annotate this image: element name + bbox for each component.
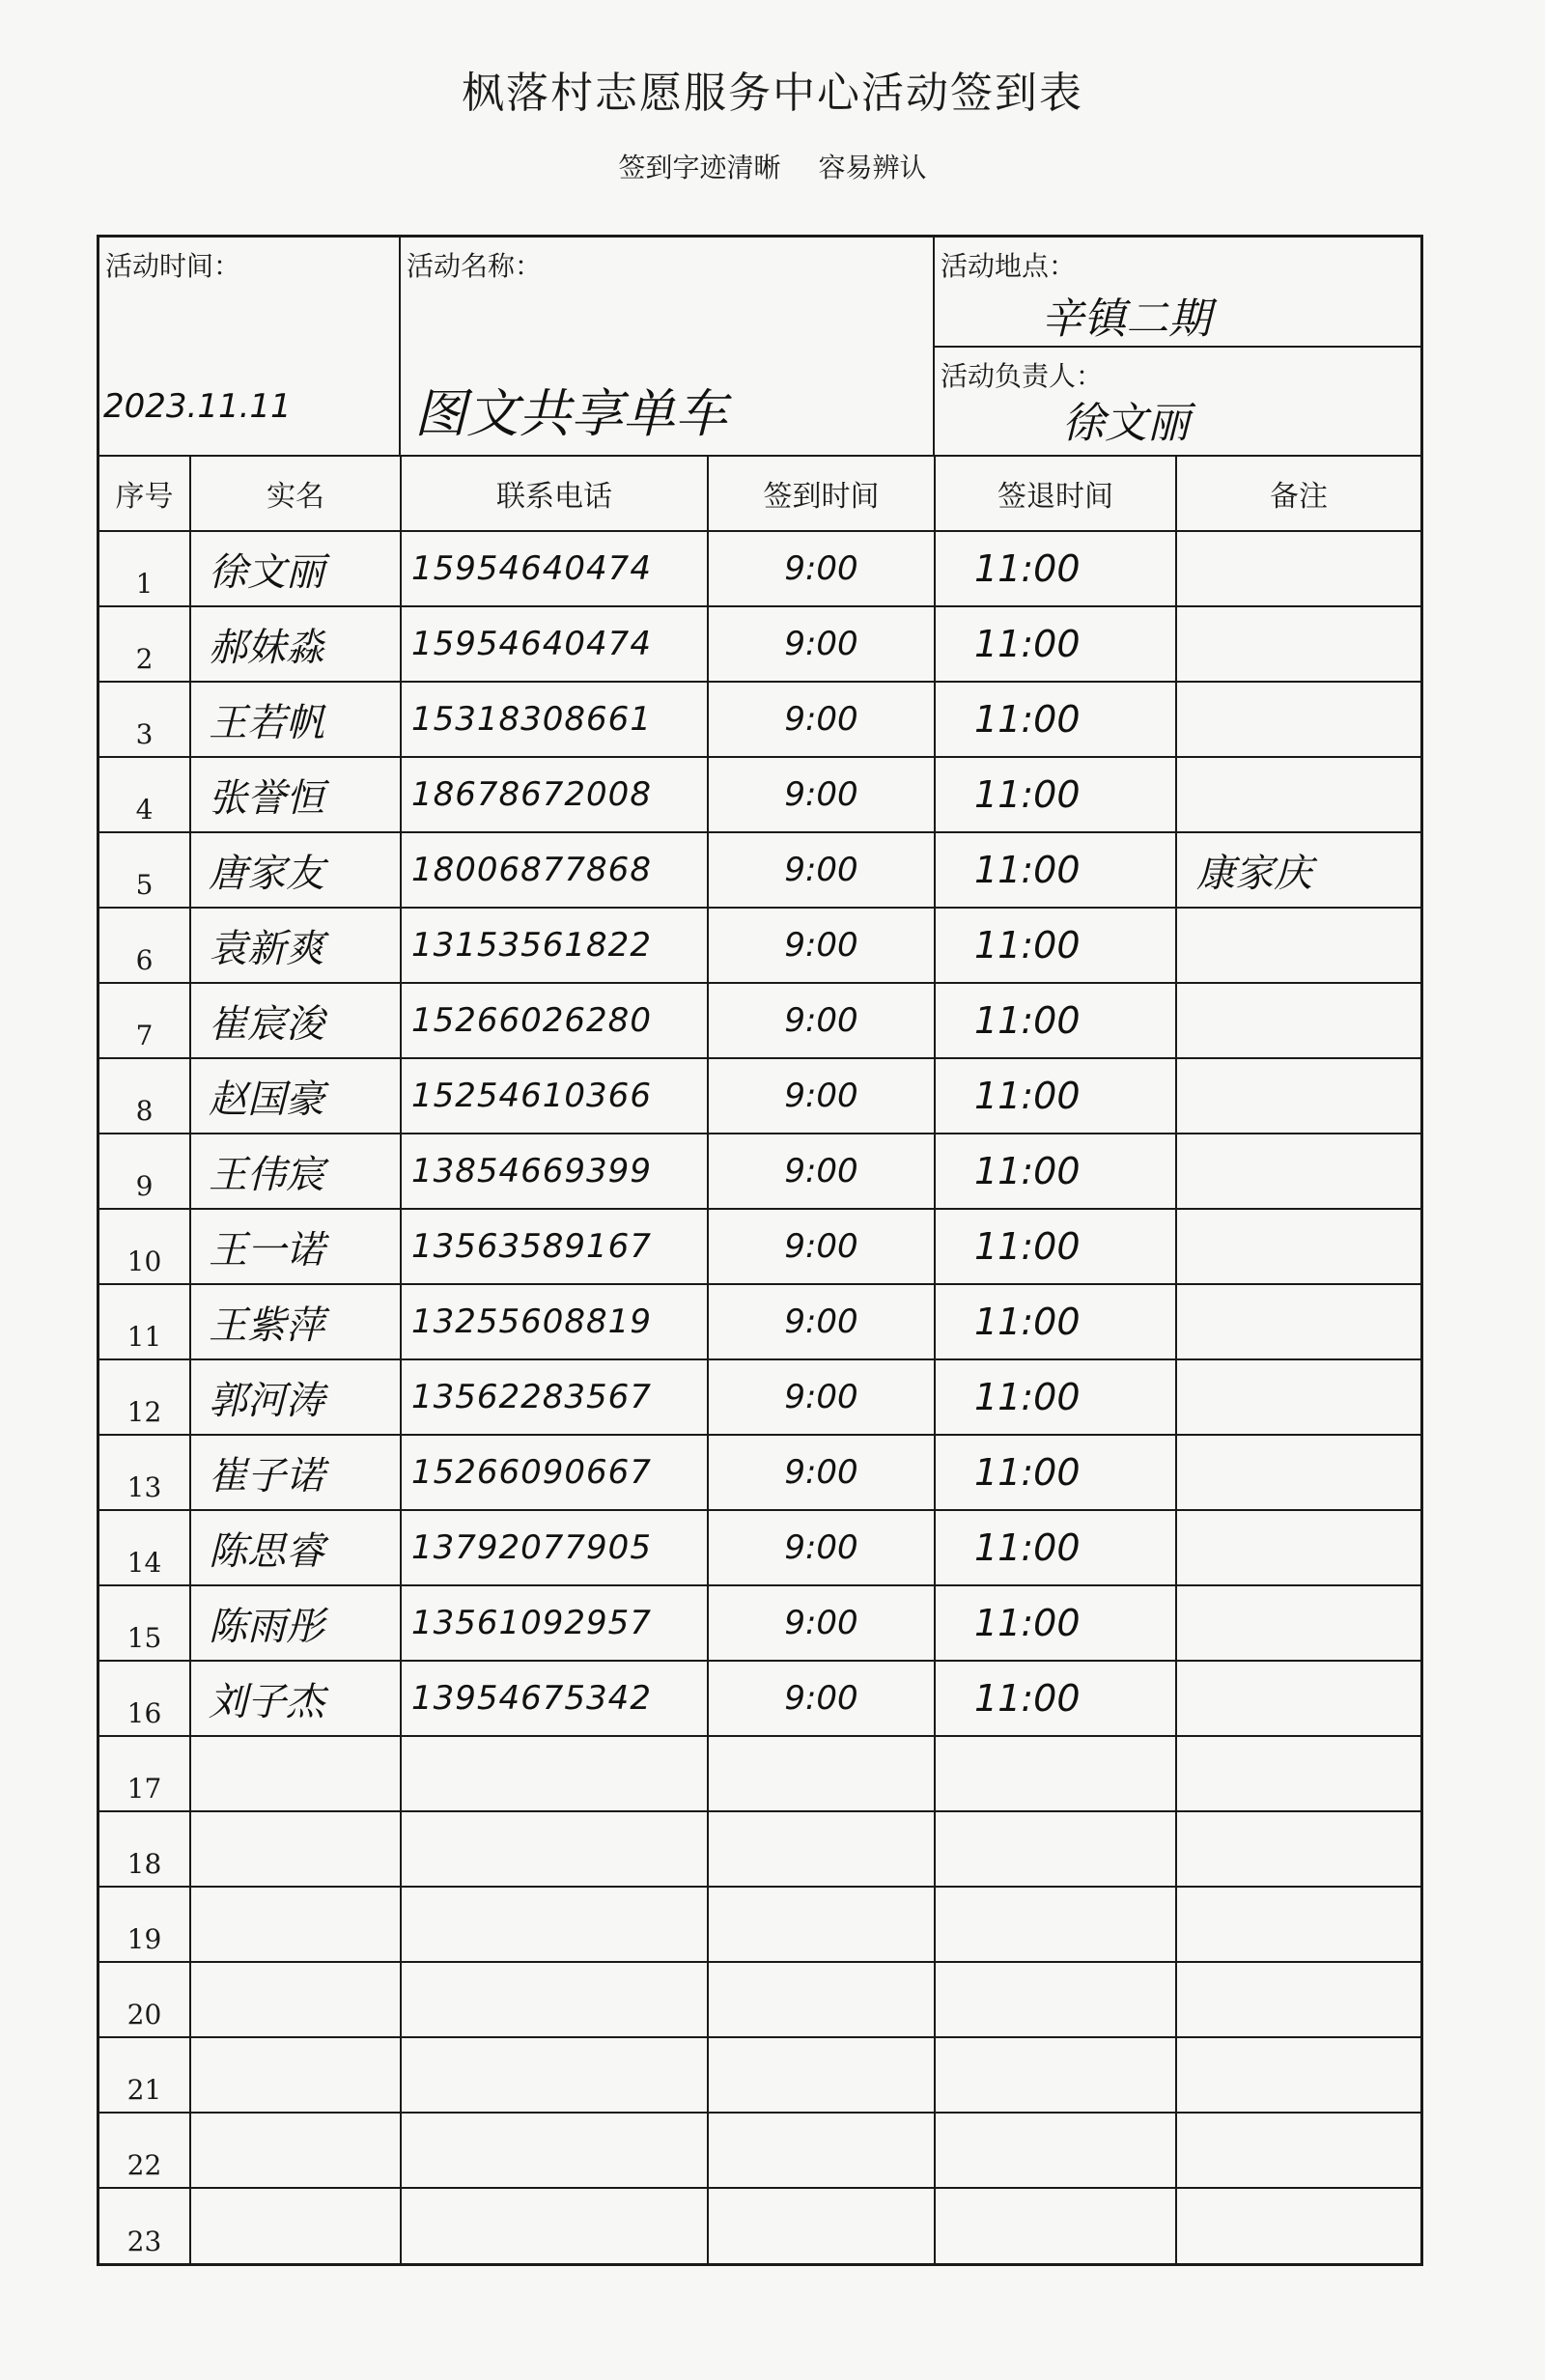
- signer-phone: 13255608819: [411, 1302, 652, 1341]
- signer-name-cell: [190, 1134, 401, 1209]
- row-note-cell: [1176, 1736, 1420, 1811]
- row-index: 19: [126, 1923, 162, 1955]
- row-note: 康家庆: [1196, 851, 1312, 896]
- table-row: [99, 2113, 1420, 2188]
- sign-in-time: 9:00: [784, 1528, 858, 1567]
- signer-phone: 13561092957: [411, 1604, 652, 1642]
- signer-name-cell: [190, 1736, 401, 1811]
- sign-out-time: 11:00: [974, 623, 1081, 665]
- sign-out-time: 11:00: [974, 773, 1081, 816]
- signer-name: 唐家友: [209, 851, 324, 896]
- activity-leader-cell: [935, 348, 1420, 456]
- sign-out-time-cell: [935, 1887, 1176, 1962]
- sign-in-time: 9:00: [784, 1453, 858, 1492]
- sign-in-time-cell: [708, 606, 935, 682]
- sign-out-time-cell: [935, 606, 1176, 682]
- table-row: [99, 682, 1420, 757]
- row-index: 5: [135, 869, 154, 901]
- sign-in-time-cell: [708, 983, 935, 1058]
- sign-in-time: 9:00: [784, 1679, 858, 1718]
- row-index-cell: [99, 1209, 190, 1284]
- sign-in-time-cell: [708, 1887, 935, 1962]
- sign-in-time-cell: [708, 531, 935, 606]
- sign-out-time-cell: [935, 1359, 1176, 1435]
- signer-phone: 18678672008: [411, 775, 652, 814]
- sign-in-time-cell: [708, 1962, 935, 2037]
- signer-name-cell: [190, 832, 401, 908]
- sign-in-time-cell: [708, 757, 935, 832]
- row-note-cell: [1176, 531, 1420, 606]
- signer-name-cell: [190, 1359, 401, 1435]
- row-index-cell: [99, 2188, 190, 2263]
- sign-in-time-cell: [708, 832, 935, 908]
- sign-in-time: 9:00: [784, 1302, 858, 1341]
- row-index-cell: [99, 682, 190, 757]
- row-index-cell: [99, 2037, 190, 2113]
- table-row: [99, 531, 1420, 606]
- sign-in-time: 9:00: [784, 926, 858, 965]
- signer-name: 郝妹淼: [209, 625, 324, 670]
- sign-out-time: 11:00: [974, 1602, 1081, 1644]
- row-index-cell: [99, 1736, 190, 1811]
- signer-name-cell: [190, 757, 401, 832]
- signer-name-cell: [190, 531, 401, 606]
- signer-phone: 15254610366: [411, 1077, 652, 1115]
- sign-out-time-cell: [935, 908, 1176, 983]
- sign-out-time: 11:00: [974, 1301, 1081, 1343]
- row-note-cell: [1176, 1661, 1420, 1736]
- signer-name-cell: [190, 606, 401, 682]
- row-note-cell: [1176, 1887, 1420, 1962]
- table-row: [99, 2037, 1420, 2113]
- sign-out-time-cell: [935, 1134, 1176, 1209]
- signer-phone: 13792077905: [411, 1528, 652, 1567]
- signer-name-cell: [190, 2113, 401, 2188]
- sign-out-time: 11:00: [974, 1526, 1081, 1569]
- signer-name: 袁新爽: [209, 926, 324, 971]
- signer-name-cell: [190, 1811, 401, 1887]
- sign-out-time-cell: [935, 1209, 1176, 1284]
- signer-phone-cell: [401, 1058, 708, 1134]
- sign-in-time: 9:00: [784, 1604, 858, 1642]
- sign-in-time: 9:00: [784, 1378, 858, 1416]
- table-row: [99, 1887, 1420, 1962]
- row-note-cell: [1176, 682, 1420, 757]
- sign-out-time: 11:00: [974, 924, 1081, 966]
- signer-name: 崔宸浚: [209, 1001, 324, 1047]
- sign-in-time-cell: [708, 908, 935, 983]
- signer-phone: 18006877868: [411, 851, 652, 889]
- table-row: [99, 1058, 1420, 1134]
- row-index: 2: [135, 643, 154, 675]
- sign-out-time-cell: [935, 1811, 1176, 1887]
- sign-in-time: 9:00: [784, 1152, 858, 1190]
- activity-place-cell: [935, 238, 1420, 348]
- table-row: [99, 1736, 1420, 1811]
- signer-phone-cell: [401, 1585, 708, 1661]
- sign-out-time-cell: [935, 1435, 1176, 1510]
- signer-phone: 15266090667: [411, 1453, 652, 1492]
- attendance-table: [99, 457, 1420, 2263]
- sign-in-time-cell: [708, 1435, 935, 1510]
- row-index-cell: [99, 1058, 190, 1134]
- sign-in-time-cell: [708, 1134, 935, 1209]
- sign-out-time-cell: [935, 832, 1176, 908]
- row-index-cell: [99, 1811, 190, 1887]
- row-note-cell: [1176, 1962, 1420, 2037]
- row-index-cell: [99, 2113, 190, 2188]
- row-index: 11: [126, 1321, 162, 1353]
- signer-phone-cell: [401, 1134, 708, 1209]
- row-index-cell: [99, 1661, 190, 1736]
- row-index: 8: [135, 1095, 154, 1127]
- table-row: [99, 1510, 1420, 1585]
- row-note-cell: [1176, 2113, 1420, 2188]
- sign-in-time-cell: [708, 1811, 935, 1887]
- header-note: 备注: [1176, 457, 1420, 531]
- sign-out-time-cell: [935, 983, 1176, 1058]
- sign-in-sheet: [97, 235, 1423, 2266]
- table-row: [99, 1359, 1420, 1435]
- sign-out-time: 11:00: [974, 1376, 1081, 1418]
- row-index-cell: [99, 983, 190, 1058]
- table-row: [99, 1435, 1420, 1510]
- signer-name: 刘子杰: [209, 1679, 324, 1724]
- row-note-cell: [1176, 1284, 1420, 1359]
- row-note-cell: [1176, 757, 1420, 832]
- activity-leader-label: 活动负责人：: [941, 359, 1104, 392]
- sign-in-time: 9:00: [784, 700, 858, 739]
- signer-phone-cell: [401, 1811, 708, 1887]
- signer-name: 崔子诺: [209, 1453, 324, 1498]
- row-index: 22: [126, 2149, 162, 2181]
- table-row: [99, 1661, 1420, 1736]
- signer-name-cell: [190, 1058, 401, 1134]
- table-row: [99, 908, 1420, 983]
- row-index-cell: [99, 1435, 190, 1510]
- sign-in-time-cell: [708, 1510, 935, 1585]
- signer-name: 王一诺: [209, 1227, 324, 1273]
- signer-phone-cell: [401, 983, 708, 1058]
- activity-time-value: 2023.11.11: [103, 387, 292, 426]
- sign-out-time-cell: [935, 1058, 1176, 1134]
- sign-in-time: 9:00: [784, 775, 858, 814]
- sign-out-time-cell: [935, 2188, 1176, 2263]
- sign-out-time: 11:00: [974, 698, 1081, 741]
- signer-phone-cell: [401, 1887, 708, 1962]
- sign-out-time: 11:00: [974, 999, 1081, 1042]
- signer-name-cell: [190, 1284, 401, 1359]
- activity-time-label: 活动时间：: [105, 250, 241, 282]
- activity-name-cell: [401, 238, 935, 455]
- row-index-cell: [99, 1962, 190, 2037]
- sign-in-time: 9:00: [784, 1077, 858, 1115]
- row-index: 21: [126, 2074, 162, 2106]
- row-index: 10: [126, 1246, 162, 1277]
- row-index: 16: [126, 1697, 162, 1729]
- sign-out-time-cell: [935, 1284, 1176, 1359]
- signer-phone-cell: [401, 1962, 708, 2037]
- row-index: 18: [126, 1848, 162, 1880]
- signer-phone: 13954675342: [411, 1679, 652, 1718]
- sign-out-time-cell: [935, 757, 1176, 832]
- signer-phone-cell: [401, 2188, 708, 2263]
- sign-in-time: 9:00: [784, 1001, 858, 1040]
- row-index-cell: [99, 531, 190, 606]
- row-index: 20: [126, 1999, 162, 2030]
- row-note-cell: [1176, 1359, 1420, 1435]
- signer-name: 赵国豪: [209, 1077, 324, 1122]
- sign-out-time: 11:00: [974, 547, 1081, 590]
- row-index: 14: [126, 1547, 162, 1579]
- table-row: [99, 1962, 1420, 2037]
- signer-phone: 15266026280: [411, 1001, 652, 1040]
- signer-phone: 13563589167: [411, 1227, 652, 1266]
- row-index-cell: [99, 606, 190, 682]
- sign-in-time: 9:00: [784, 851, 858, 889]
- sign-in-time-cell: [708, 1058, 935, 1134]
- signer-name-cell: [190, 1887, 401, 1962]
- sign-out-time-cell: [935, 1585, 1176, 1661]
- sign-in-time-cell: [708, 2188, 935, 2263]
- sign-in-time-cell: [708, 1585, 935, 1661]
- table-row: [99, 832, 1420, 908]
- row-index: 17: [126, 1773, 162, 1805]
- sign-out-time: 11:00: [974, 1225, 1081, 1268]
- sign-out-time: 11:00: [974, 1150, 1081, 1192]
- row-index-cell: [99, 757, 190, 832]
- signer-name-cell: [190, 983, 401, 1058]
- signer-name-cell: [190, 1661, 401, 1736]
- signer-name: 王伟宸: [209, 1152, 324, 1197]
- row-note-cell: [1176, 1811, 1420, 1887]
- row-index: 13: [126, 1471, 162, 1503]
- sign-in-time-cell: [708, 2113, 935, 2188]
- row-index: 4: [135, 794, 154, 826]
- sign-in-time: 9:00: [784, 625, 858, 663]
- activity-info: [99, 238, 1420, 457]
- row-note-cell: [1176, 908, 1420, 983]
- activity-place-value: 辛镇二期: [1041, 294, 1211, 344]
- sign-out-time-cell: [935, 1510, 1176, 1585]
- signer-name-cell: [190, 1962, 401, 2037]
- sign-out-time-cell: [935, 682, 1176, 757]
- table-row: [99, 983, 1420, 1058]
- signer-name-cell: [190, 1209, 401, 1284]
- signer-phone-cell: [401, 1359, 708, 1435]
- table-row: [99, 1134, 1420, 1209]
- signer-name-cell: [190, 682, 401, 757]
- header-sign-in: 签到时间: [708, 457, 935, 531]
- table-row: [99, 1585, 1420, 1661]
- sign-in-time: 9:00: [784, 549, 858, 588]
- signer-phone-cell: [401, 908, 708, 983]
- sign-in-time-cell: [708, 1209, 935, 1284]
- row-index-cell: [99, 1585, 190, 1661]
- sign-out-time-cell: [935, 1962, 1176, 2037]
- row-index: 3: [135, 718, 154, 750]
- sign-in-time: 9:00: [784, 1227, 858, 1266]
- row-index-cell: [99, 1284, 190, 1359]
- signer-phone: 15318308661: [411, 700, 652, 739]
- sign-in-time-cell: [708, 1736, 935, 1811]
- row-note-cell: [1176, 606, 1420, 682]
- table-row: [99, 1209, 1420, 1284]
- activity-leader-value: 徐文丽: [1062, 398, 1190, 448]
- sign-out-time-cell: [935, 2037, 1176, 2113]
- table-row: [99, 1811, 1420, 1887]
- signer-phone-cell: [401, 1284, 708, 1359]
- row-index-cell: [99, 1359, 190, 1435]
- signer-name: 王紫萍: [209, 1302, 324, 1348]
- row-note-cell: [1176, 1585, 1420, 1661]
- sign-in-time-cell: [708, 1661, 935, 1736]
- signer-phone-cell: [401, 757, 708, 832]
- sign-out-time-cell: [935, 531, 1176, 606]
- row-index-cell: [99, 1887, 190, 1962]
- signer-phone: 13153561822: [411, 926, 652, 965]
- signer-name: 陈雨彤: [209, 1604, 324, 1649]
- signer-name-cell: [190, 1510, 401, 1585]
- row-note-cell: [1176, 1435, 1420, 1510]
- signer-name-cell: [190, 908, 401, 983]
- row-index-cell: [99, 1134, 190, 1209]
- signer-phone-cell: [401, 832, 708, 908]
- row-note-cell: [1176, 1134, 1420, 1209]
- header-name: 实名: [190, 457, 401, 531]
- sign-in-time-cell: [708, 682, 935, 757]
- table-header-row: [99, 457, 1420, 531]
- row-note-cell: [1176, 2037, 1420, 2113]
- signer-phone: 15954640474: [411, 549, 652, 588]
- row-note-cell: [1176, 1209, 1420, 1284]
- sheet-title: 枫落村志愿服务中心活动签到表: [462, 69, 1083, 118]
- signer-name: 徐文丽: [209, 549, 324, 595]
- header-index: 序号: [99, 457, 190, 531]
- activity-right-cell: [935, 238, 1420, 455]
- sign-out-time-cell: [935, 2113, 1176, 2188]
- table-row: [99, 2188, 1420, 2263]
- signer-phone-cell: [401, 682, 708, 757]
- sign-out-time-cell: [935, 1736, 1176, 1811]
- signer-phone-cell: [401, 606, 708, 682]
- signer-phone: 13562283567: [411, 1378, 652, 1416]
- signer-phone-cell: [401, 1435, 708, 1510]
- row-index-cell: [99, 1510, 190, 1585]
- activity-time-cell: [99, 238, 401, 455]
- signer-name: 陈思睿: [209, 1528, 324, 1574]
- sign-in-time-cell: [708, 1359, 935, 1435]
- row-note-cell: [1176, 1510, 1420, 1585]
- signer-phone-cell: [401, 1661, 708, 1736]
- row-note-cell: [1176, 2188, 1420, 2263]
- activity-place-label: 活动地点：: [941, 250, 1077, 282]
- sign-out-time: 11:00: [974, 1677, 1081, 1720]
- row-index: 23: [126, 2226, 162, 2257]
- table-row: [99, 1284, 1420, 1359]
- sign-in-time-cell: [708, 1284, 935, 1359]
- row-index: 7: [135, 1020, 154, 1051]
- signer-name-cell: [190, 2188, 401, 2263]
- signer-name: 郭河涛: [209, 1378, 324, 1423]
- signer-name-cell: [190, 1435, 401, 1510]
- signer-phone-cell: [401, 1736, 708, 1811]
- header-sign-out: 签退时间: [935, 457, 1176, 531]
- table-row: [99, 757, 1420, 832]
- sign-in-time-cell: [708, 2037, 935, 2113]
- row-index: 15: [126, 1622, 162, 1654]
- row-note-cell: [1176, 1058, 1420, 1134]
- signer-phone-cell: [401, 1510, 708, 1585]
- table-row: [99, 606, 1420, 682]
- row-index-cell: [99, 908, 190, 983]
- row-index-cell: [99, 832, 190, 908]
- sign-out-time: 11:00: [974, 1075, 1081, 1117]
- signer-phone-cell: [401, 2037, 708, 2113]
- signer-phone-cell: [401, 2113, 708, 2188]
- signer-phone: 15954640474: [411, 625, 652, 663]
- row-index: 1: [135, 568, 154, 600]
- row-note-cell: [1176, 983, 1420, 1058]
- signer-name: 王若帆: [209, 700, 324, 745]
- sheet-subtitle: 签到字迹清晰 容易辨认: [618, 152, 927, 183]
- sign-out-time-cell: [935, 1661, 1176, 1736]
- row-index: 9: [135, 1170, 154, 1202]
- activity-name-label: 活动名称：: [407, 250, 543, 282]
- signer-name: 张誉恒: [209, 775, 324, 821]
- row-note-cell: [1176, 832, 1420, 908]
- header-phone: 联系电话: [401, 457, 708, 531]
- row-index: 12: [126, 1396, 162, 1428]
- signer-name-cell: [190, 1585, 401, 1661]
- activity-name-value: 图文共享单车: [414, 383, 727, 444]
- signer-phone-cell: [401, 531, 708, 606]
- signer-name-cell: [190, 2037, 401, 2113]
- sign-out-time: 11:00: [974, 1451, 1081, 1494]
- signer-phone: 13854669399: [411, 1152, 652, 1190]
- row-index: 6: [135, 944, 154, 976]
- signer-phone-cell: [401, 1209, 708, 1284]
- sign-out-time: 11:00: [974, 849, 1081, 891]
